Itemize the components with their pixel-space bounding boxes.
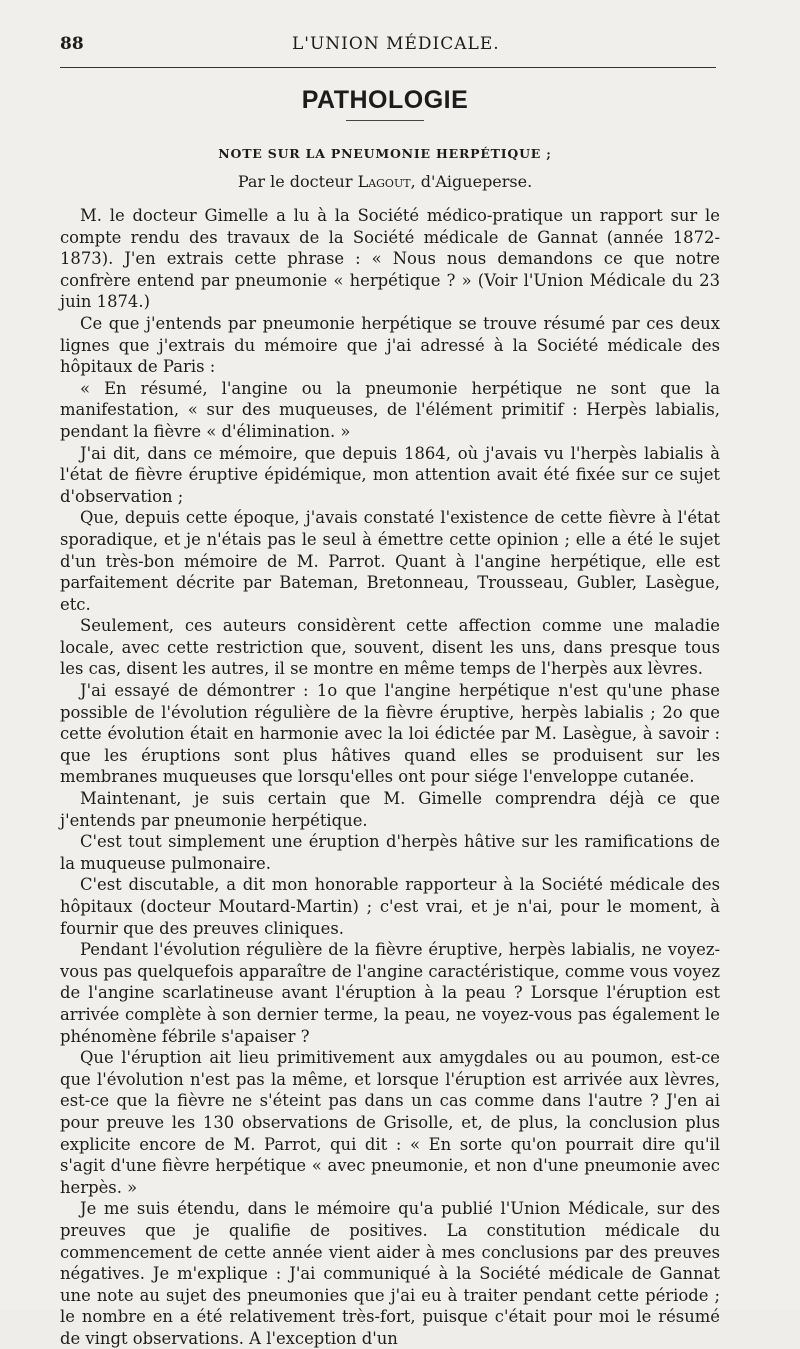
page-header — [60, 34, 720, 64]
section-title: PATHOLOGIE — [301, 86, 469, 114]
paragraph: Seulement, ces auteurs considèrent cette affection comme une maladie locale, avec cette restriction que, souvent, disent les uns, dans presque tous les cas, disent les autres, il se montre en même temps de l'herpès aux lèvres. — [60, 616, 720, 679]
paragraph: Que, depuis cette époque, j'avais constaté l'existence de cette fièvre à l'état sporadique, et je n'étais pas le seul à émettre cette opinion ; elle a été le sujet d'un très-bon mémoire de M. Parrot. Quant à l'angine herpétique, elle est parfaitement décrite par Bateman, Bretonneau, Trousseau, Gubler, Lasègue, etc. — [60, 508, 720, 614]
byline-suffix: , d'Aigueperse. — [410, 172, 533, 191]
title-rule — [346, 120, 424, 121]
running-head: L'UNION MÉDICALE. — [292, 34, 500, 54]
paragraph: M. le docteur Gimelle a lu à la Société médico-pratique un rapport sur le compte rendu des travaux de la Société médicale de Gannat (année 1872-1873). J'en extrais cette phrase : « Nous nous demandons ce que notre confrère entend par pneumonie « herpétique ? » (Voir l'Union Médicale du 23 juin 1874.) — [60, 206, 720, 312]
paragraph: Je me suis étendu, dans le mémoire qu'a publié l'Union Médicale, sur des preuves que je qualifie de positives. La constitution médicale du commencement de cette année vient aider à mes conclusions par des preuves négatives. Je m'explique : J'ai communiqué à la Société médicale de Gannat une note au sujet des pneumonies que j'ai eu à traiter pendant cette période ; le nombre en a été relativement très-fort, puisque c'était pour moi le résumé de vingt observations. A l'exception d'un — [60, 1199, 720, 1348]
paragraph: Que l'éruption ait lieu primitivement aux amygdales ou au poumon, est-ce que l'évolution n'est pas la même, et lorsque l'éruption est arrivée aux lèvres, est-ce que la fièvre ne s'éteint pas dans un cas comme dans l'autre ? J'en ai pour preuve les 130 observations de Grisolle, et, de plus, la conclusion plus explicite encore de M. Parrot, qui dit : « En sorte qu'on pourrait dire qu'il s'agit d'une fièvre herpétique « avec pneumonie, et non d'une pneumonie avec herpès. » — [60, 1048, 720, 1197]
paragraph: Pendant l'évolution régulière de la fièvre éruptive, herpès labialis, ne voyez-vous pas quelquefois apparaître de l'angine caractéristique, comme vous voyez de l'angine scarlatineuse avant l'éruption à la peau ? Lorsque l'éruption est arrivée complète à son dernier terme, la peau, ne voyez-vous pas également le phénomène fébrile s'apaiser ? — [60, 940, 720, 1046]
article-title: NOTE SUR LA PNEUMONIE HERPÉTIQUE ; — [218, 146, 552, 161]
author-name: Lagout — [357, 172, 411, 191]
paragraph: Ce que j'entends par pneumonie herpétique se trouve résumé par ces deux lignes que j'extrais du mémoire que j'ai adressé à la Société médicale des hôpitaux de Paris : — [60, 313, 720, 377]
article-body — [60, 205, 720, 1349]
paragraph: Maintenant, je suis certain que M. Gimelle comprendra déjà ce que j'entends par pneumonie herpétique. — [60, 789, 720, 830]
page-number: 88 — [60, 34, 84, 54]
quoted-paragraph: « En résumé, l'angine ou la pneumonie herpétique ne sont que la manifestation, « sur des muqueuses, de l'élément primitif : Herpès labialis, pendant la fièvre « d'élimination. » — [60, 378, 720, 441]
header-rule — [60, 67, 716, 68]
paragraph: J'ai essayé de démontrer : 1o que l'angine herpétique n'est qu'une phase possible de l'évolution régulière de la fièvre éruptive, herpès labialis ; 2o que cette évolution était en harmonie avec la loi édictée par M. Lasègue, à savoir : que les éruptions sont plus hâtives quand elles se produisent sur les membranes muqueuses que lorsqu'elles ont pour siége l'enveloppe cutanée. — [60, 681, 720, 787]
byline-prefix: Par le docteur — [237, 172, 358, 191]
paragraph: C'est tout simplement une éruption d'herpès hâtive sur les ramifications de la muqueuse pulmonaire. — [60, 832, 720, 873]
byline — [0, 172, 770, 191]
paragraph: J'ai dit, dans ce mémoire, que depuis 1864, où j'avais vu l'herpès labialis à l'état de fièvre éruptive épidémique, mon attention avait été fixée sur ce sujet d'observation ; — [60, 443, 720, 506]
paragraph: C'est discutable, a dit mon honorable rapporteur à la Société médicale des hôpitaux (docteur Moutard-Martin) ; c'est vrai, et je n'ai, pour le moment, à fournir que des preuves cliniques. — [60, 875, 720, 938]
